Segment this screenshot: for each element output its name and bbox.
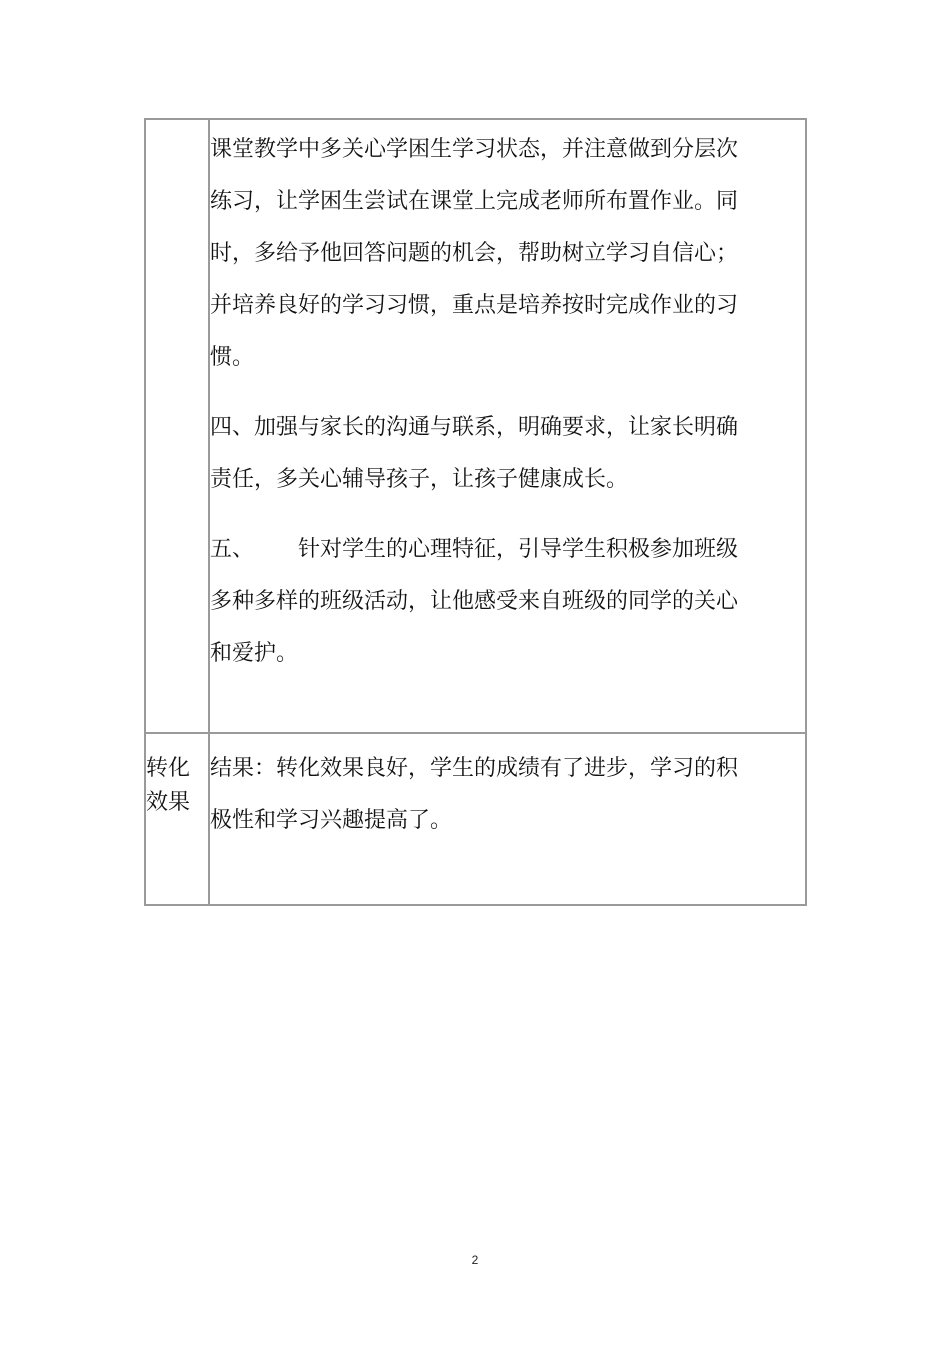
- item-five-text: 针对学生的心理特征，引导学生积极参加班级多种多样的班级活动，让他感受来自班级的同学的关心和爱护。: [210, 537, 739, 666]
- result-label-cell: [145, 733, 209, 905]
- result-label: 转化效果: [146, 756, 191, 815]
- measures-row: [145, 119, 806, 733]
- measures-paragraph-classroom: 课堂教学中多关心学困生学习状态，并注意做到分层次练习，让学困生尝试在课堂上完成老师所布置作业。同时，多给予他回答问题的机会，帮助树立学习自信心；并培养良好的学习习惯，重点是培养按时完成作业的习惯。: [210, 137, 739, 370]
- page-number: 2: [471, 1253, 479, 1267]
- measures-paragraph-psychology: [210, 524, 805, 680]
- result-row: [145, 733, 806, 905]
- item-five-number: 五、: [210, 537, 255, 562]
- result-text: 结果：转化效果良好，学生的成绩有了进步，学习的积极性和学习兴趣提高了。: [210, 756, 739, 833]
- measures-label: [146, 120, 194, 138]
- measures-label-cell: [145, 119, 209, 733]
- result-content-cell: [209, 733, 806, 905]
- measures-content-cell: [209, 119, 806, 733]
- transformation-record-table: [144, 118, 807, 906]
- measures-paragraph-parents: 四、加强与家长的沟通与联系，明确要求，让家长明确责任，多关心辅导孩子，让孩子健康成长。: [210, 415, 739, 492]
